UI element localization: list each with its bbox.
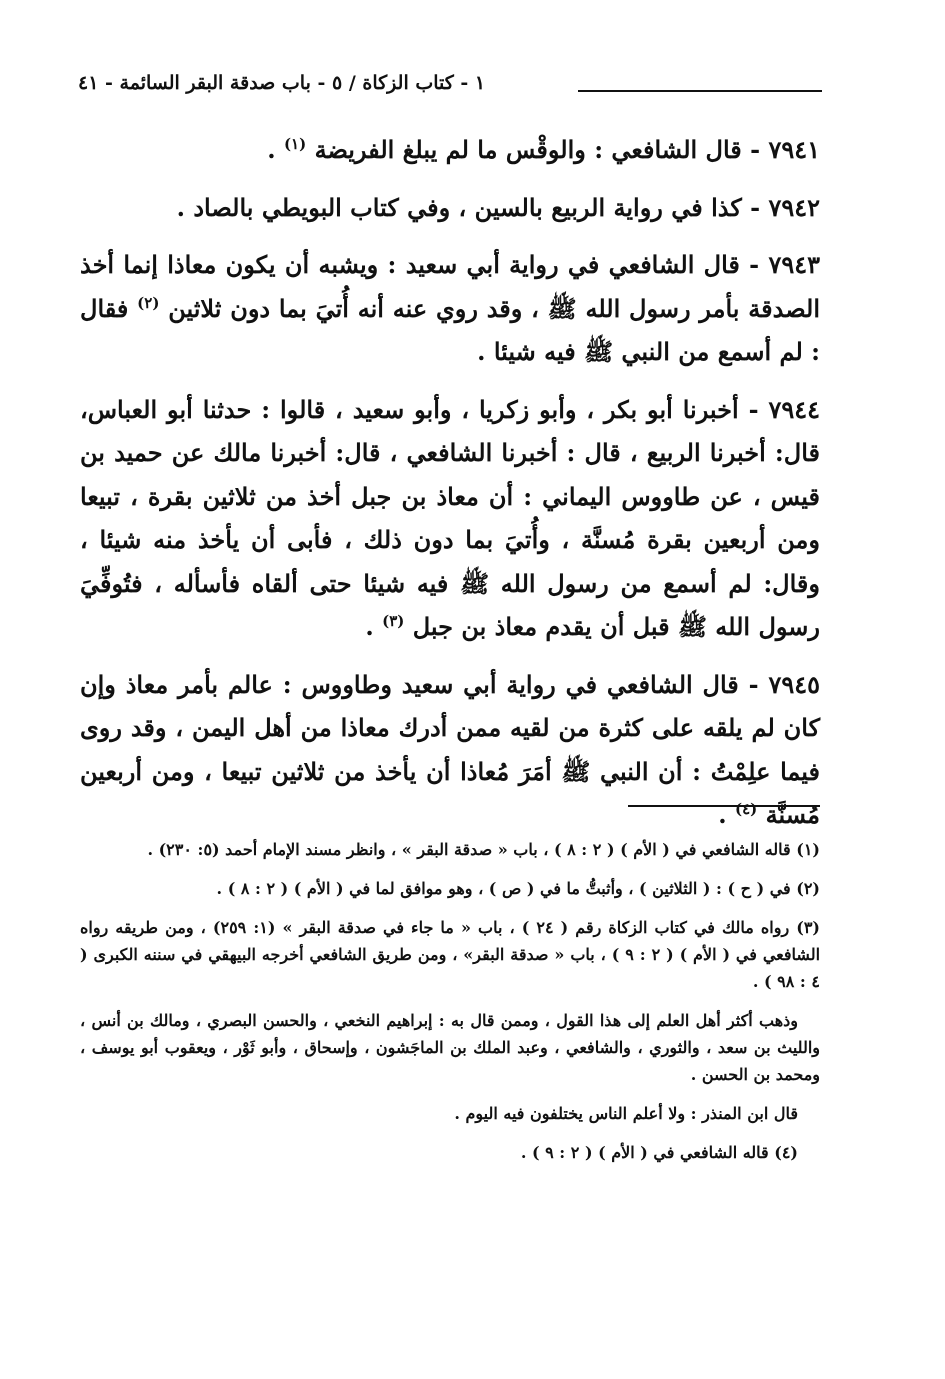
footnote-marker: (٢) bbox=[137, 293, 160, 312]
footnote-1: (١) قاله الشافعي في ( الأم ) ( ٢ : ٨ ) ، باب « صدقة البقر » ، وانظر مسند الإمام أحمد (٥: ٢٣٠) . bbox=[147, 840, 820, 859]
paragraph-text: - كذا في رواية الربيع بالسين ، وفي كتاب البويطي بالصاد . bbox=[176, 192, 769, 222]
paragraph-tail: . bbox=[365, 612, 383, 641]
paragraph-tail: . bbox=[718, 800, 735, 829]
paragraph-7941 bbox=[80, 128, 820, 172]
hadith-number: ٧٩٤٤ bbox=[768, 394, 820, 424]
paragraph-7943 bbox=[80, 243, 820, 374]
hadith-number: ٧٩٤١ bbox=[768, 135, 820, 164]
hadith-number: ٧٩٤٣ bbox=[768, 250, 820, 279]
running-title: ١ - كتاب الزكاة / ٥ - باب صدقة البقر السائمة - ٤١ bbox=[78, 72, 486, 94]
footnote-3-ibn-mundhir: قال ابن المنذر : ولا أعلم الناس يختلفون فيه اليوم . bbox=[454, 1104, 798, 1123]
paragraph-text: - قال الشافعي : والوقْس ما لم يبلغ الفريضة bbox=[306, 135, 769, 164]
footnote-marker: (٣) bbox=[382, 612, 405, 630]
footnotes bbox=[80, 836, 820, 1178]
paragraph-tail: . bbox=[267, 135, 284, 164]
page-header bbox=[78, 70, 822, 104]
paragraph-7944 bbox=[80, 388, 820, 649]
paragraph-text: - قال الشافعي في رواية أبي سعيد : ويشبه أن يكون معاذا إنما أخذ الصدقة بأمر رسول الله ﷺ ، وقد روي عنه أنه أُتيَ بما دون ثلاثين bbox=[80, 250, 820, 323]
paragraph-tail: فقال : لم أسمع من النبي ﷺ فيه شيئا . bbox=[80, 293, 820, 366]
paragraph-7942 bbox=[80, 186, 820, 230]
header-rule bbox=[578, 90, 822, 92]
footnote-4: (٤) قاله الشافعي في ( الأم ) ( ٢ : ٩ ) . bbox=[520, 1143, 798, 1162]
footnote-separator bbox=[628, 805, 820, 807]
footnote-marker: (١) bbox=[283, 135, 307, 153]
paragraph-7945 bbox=[80, 663, 820, 837]
footnote-3-continuation: وذهب أكثر أهل العلم إلى هذا القول ، وممن قال به : إبراهيم النخعي ، والحسن البصري ، ومالك بن أنس ، والليث بن سعد ، والثوري ، والشافعي ، وعبد الملك بن الماجَشون ، وإسحاق ، وأبو ثَوْر ، ويعقوب أبو يوسف ، ومحمد بن الحسن . bbox=[80, 1011, 821, 1084]
footnote-marker: (٤) bbox=[734, 800, 758, 818]
paragraph-text: - أخبرنا أبو بكر ، وأبو زكريا ، وأبو سعيد ، قالوا : حدثنا أبو العباس، قال: أخبرنا الربيع ، قال : أخبرنا الشافعي ، قال: أخبرنا مالك عن حميد بن قيس ، عن طاووس اليماني : أن معاذ بن جبل أخذ من ثلاثين بقرة ، تبيعا ومن أربعين بقرة مُسنَّة ، وأُتيَ بما دون ذلك ، فأبى أن يأخذ منه شيئا ، وقال: لم أسمع من رسول الله ﷺ فيه شيئا حتى ألقاه فأسأله ، فتُوفِّيَ رسول الله ﷺ قبل أن يقدم معاذ بن جبل bbox=[80, 394, 820, 641]
hadith-number: ٧٩٤٥ bbox=[768, 669, 820, 699]
main-text bbox=[80, 128, 820, 851]
hadith-number: ٧٩٤٢ bbox=[768, 192, 820, 222]
footnote-2: (٢) في ( ح ) : ( الثلاثين ) ، وأثبتُّ ما في ( ص ) ، وهو موافق لما في ( الأم ) ( ٢ : ٨ ) . bbox=[216, 879, 820, 898]
paragraph-text: - قال الشافعي في رواية أبي سعيد وطاووس : عالم بأمر معاذ وإن كان لم يلقه على كثرة من لقيه ممن أدرك معاذا من أهل اليمن ، وقد روى فيما علِمْتُ : أن النبي ﷺ أمَرَ مُعاذا أن يأخذ من ثلاثين تبيعا ، ومن أربعين مُسنَّة bbox=[80, 669, 820, 829]
footnote-3: (٣) رواه مالك في كتاب الزكاة رقم ( ٢٤ ) ، باب « ما جاء في صدقة البقر » (١: ٢٥٩) ، ومن طريقه رواه الشافعي في ( الأم ) ( ٢ : ٩ ) ، باب « صدقة البقر» ، ومن طريق الشافعي أخرجه البيهقي في سننه الكبرى ( ٤ : ٩٨ ) . bbox=[80, 918, 821, 991]
